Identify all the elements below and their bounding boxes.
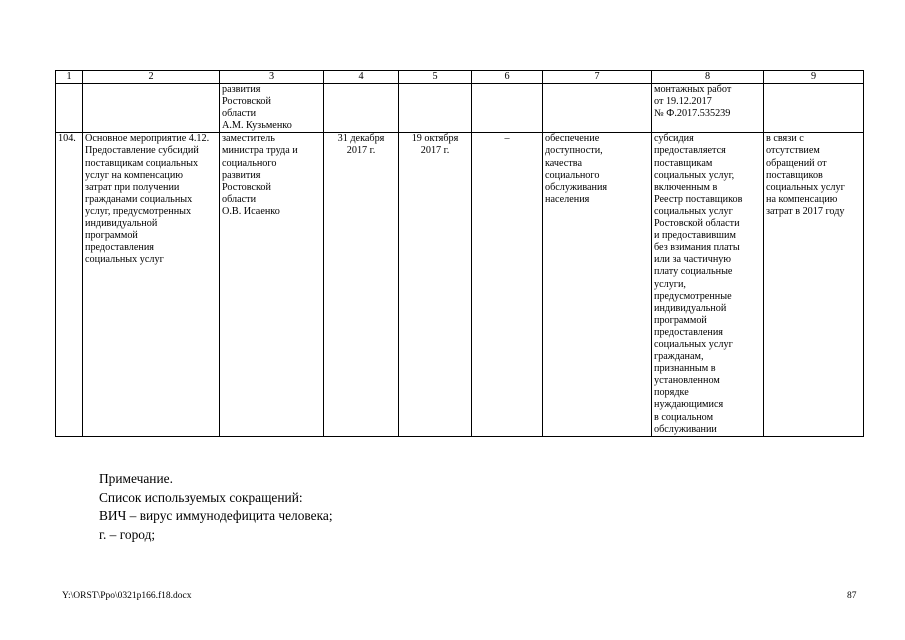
table-cell: обеспечение доступности, качества социального обслуживания населения: [543, 133, 652, 436]
table-cell: [83, 84, 220, 133]
column-header: 2: [83, 71, 220, 84]
note-line: ВИЧ – вирус иммунодефицита человека;: [99, 508, 333, 524]
table-row: [56, 133, 864, 436]
table-cell: 19 октября 2017 г.: [399, 133, 472, 436]
column-header: 5: [399, 71, 472, 84]
column-header: 9: [764, 71, 864, 84]
note-line: Список используемых сокращений:: [99, 489, 303, 505]
column-header: 6: [472, 71, 543, 84]
table-cell: заместитель министра труда и социального развития Ростовской области О.В. Исаенко: [220, 133, 324, 436]
table-header-row: [56, 71, 864, 84]
table-cell: [764, 84, 864, 133]
column-header: 3: [220, 71, 324, 84]
table-cell: [543, 84, 652, 133]
column-header: 4: [324, 71, 399, 84]
row-number: 104.: [56, 133, 83, 436]
column-header: 1: [56, 71, 83, 84]
table-cell: монтажных работ от 19.12.2017 № Ф.2017.535239: [652, 84, 764, 133]
table-cell: –: [472, 133, 543, 436]
table-cell: развития Ростовской области А.М. Кузьменко: [220, 84, 324, 133]
table-cell: Основное мероприятие 4.12. Предоставление субсидий поставщикам социальных услуг на компенсацию затрат при получении гражданами социальных услуг, предусмотренных индивидуальной программой предоставления социальных услуг: [83, 133, 220, 436]
column-header: 7: [543, 71, 652, 84]
table-cell: [399, 84, 472, 133]
column-header: 8: [652, 71, 764, 84]
table-cell: в связи с отсутствием обращений от поставщиков социальных услуг на компенсацию затрат в 2017 году: [764, 133, 864, 436]
table-cell: [324, 84, 399, 133]
table-cell: субсидия предоставляется поставщикам социальных услуг, включенным в Реестр поставщиков социальных услуг Ростовской области и предоставившим без взимания платы или за частичную плату социальные услуги, предусмотренные индивидуальной программой предоставления социальных услуг гражданам, признанным в установленном порядке нуждающимися в социальном обслуживании: [652, 133, 764, 436]
note-line: г. – город;: [99, 526, 156, 542]
table-cell: [472, 84, 543, 133]
note-block: [99, 470, 333, 544]
document-table: [55, 70, 864, 437]
note-title: Примечание.: [99, 471, 173, 486]
table-cell: 31 декабря 2017 г.: [324, 133, 399, 436]
table-row: [56, 84, 864, 133]
page-number: 87: [847, 591, 857, 601]
table-cell: [56, 84, 83, 133]
footer-file-path: Y:\ORST\Ppo\0321p166.f18.docx: [62, 591, 192, 601]
